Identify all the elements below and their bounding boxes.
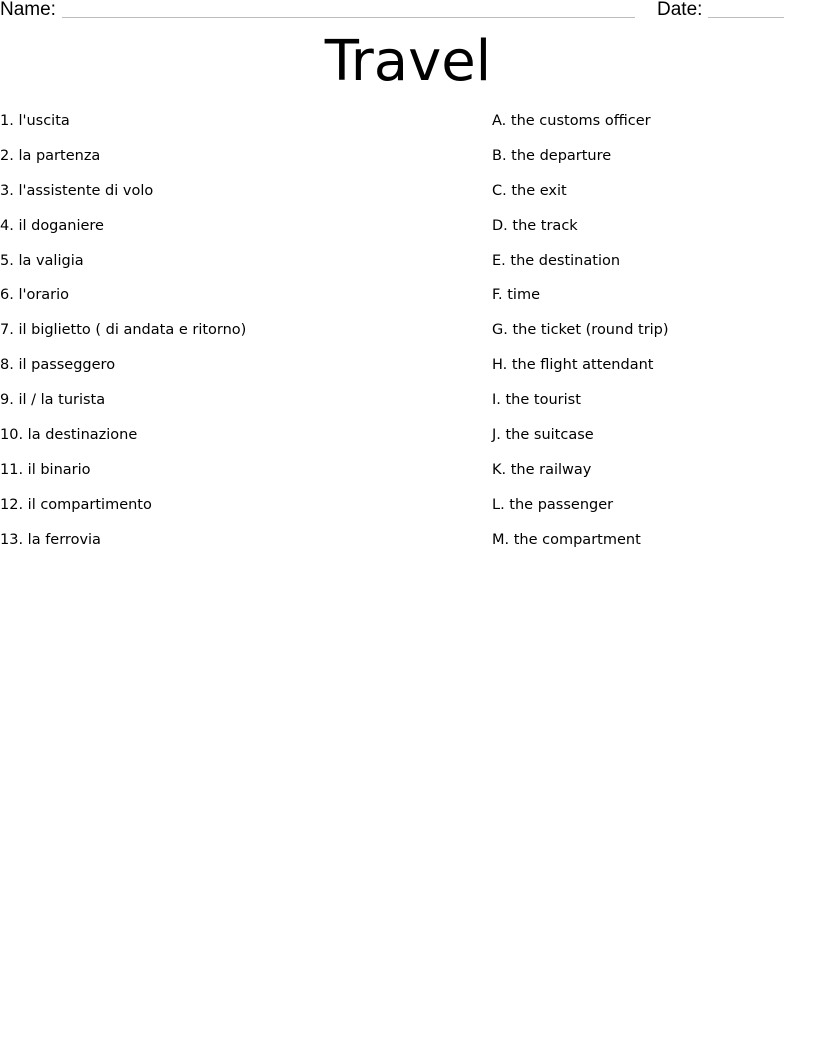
term-item: 11. il binario — [0, 461, 91, 478]
date-blank-line — [708, 17, 784, 18]
definition-item: F. time — [492, 287, 540, 304]
definition-item: A. the customs officer — [492, 113, 651, 129]
page-title: Travel — [324, 29, 492, 94]
term-item: 12. il compartimento — [0, 496, 152, 513]
term-item: 13. la ferrovia — [0, 531, 101, 548]
term-item: 5. la valigia — [0, 252, 84, 269]
definition-item: E. the destination — [492, 252, 621, 269]
terms-column — [0, 111, 470, 565]
definition-item: L. the passenger — [492, 496, 614, 513]
definition-item: B. the departure — [492, 147, 612, 164]
definition-item: D. the track — [492, 217, 578, 234]
term-item: 7. il biglietto ( di andata e ritorno) — [0, 322, 247, 339]
definition-item: K. the railway — [492, 461, 592, 478]
definitions-column — [492, 111, 812, 565]
term-item: 10. la destinazione — [0, 427, 138, 444]
term-item: 1. l'uscita — [0, 113, 70, 129]
definition-item: G. the ticket (round trip) — [492, 322, 669, 339]
name-label: Name: — [0, 0, 56, 20]
definition-item: H. the flight attendant — [492, 357, 654, 374]
worksheet-header — [0, 0, 816, 24]
term-item: 6. l'orario — [0, 287, 70, 304]
term-item: 8. il passeggero — [0, 357, 116, 374]
term-item: 9. il / la turista — [0, 392, 106, 409]
definition-item: M. the compartment — [492, 531, 641, 548]
definition-item: C. the exit — [492, 182, 567, 199]
definition-item: I. the tourist — [492, 392, 581, 409]
definition-item: J. the suitcase — [492, 427, 594, 444]
term-item: 3. l'assistente di volo — [0, 182, 154, 199]
date-label: Date: — [657, 0, 703, 20]
name-blank-line — [62, 17, 635, 18]
term-item: 4. il doganiere — [0, 217, 104, 234]
term-item: 2. la partenza — [0, 147, 101, 164]
